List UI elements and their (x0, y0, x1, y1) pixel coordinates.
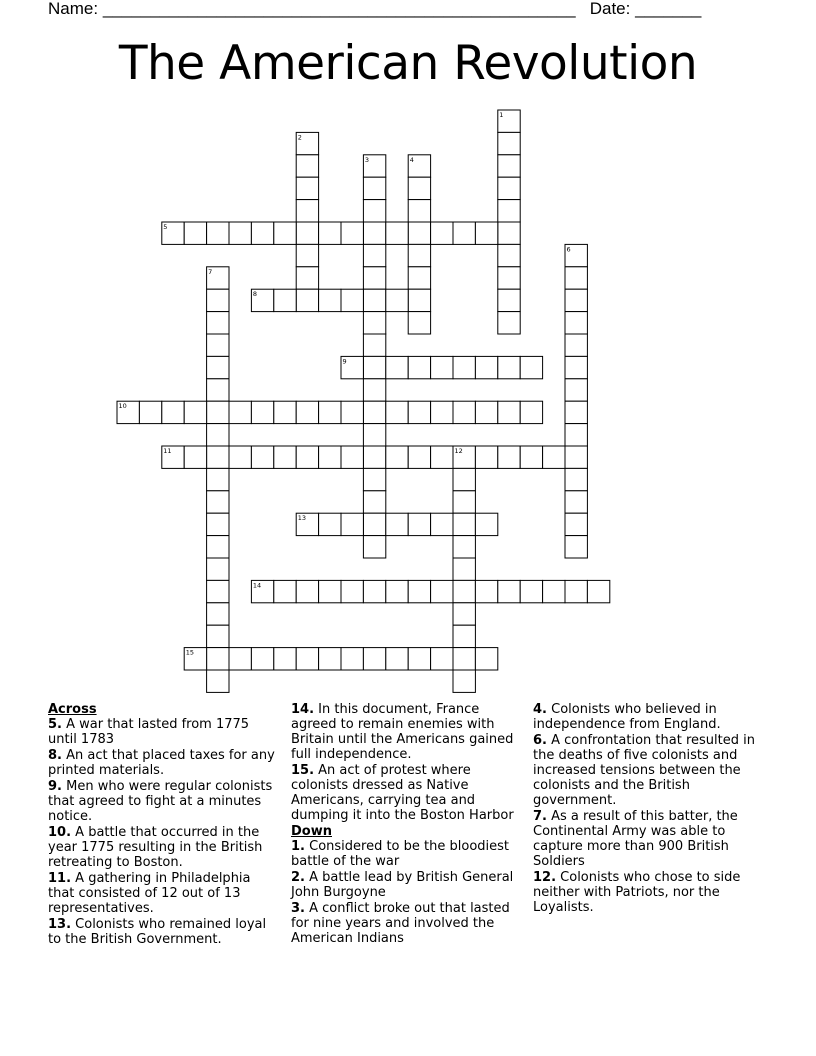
grid-cell[interactable] (565, 379, 587, 401)
cell-number: 15 (185, 648, 194, 657)
grid-cell[interactable] (274, 289, 296, 311)
grid-cell[interactable] (363, 222, 385, 244)
clues-column-2 (291, 702, 526, 947)
cell-number: 3 (364, 155, 370, 164)
grid-cell[interactable] (453, 648, 475, 670)
grid-cell[interactable] (207, 468, 229, 490)
grid-cell[interactable] (207, 312, 229, 334)
grid-cell[interactable] (408, 289, 430, 311)
grid-cell[interactable] (296, 446, 318, 468)
grid-cell[interactable] (408, 580, 430, 602)
cell-number: 10 (118, 402, 127, 411)
clue-text: As a result of this batter, the Continental Army was able to capture more than 900 British Soldiers (533, 809, 738, 869)
grid-cell[interactable] (296, 155, 318, 177)
clue-number: 9. (48, 779, 62, 794)
grid-cell[interactable] (363, 200, 385, 222)
clue-text: An act that placed taxes for any printed materials. (48, 748, 275, 778)
grid-cell[interactable] (453, 513, 475, 535)
clues-column-1 (48, 702, 280, 948)
grid-cell[interactable] (184, 401, 206, 423)
grid-cell[interactable] (184, 222, 206, 244)
grid-cell[interactable] (408, 267, 430, 289)
grid-cell[interactable] (319, 222, 341, 244)
down-header: Down (291, 824, 332, 839)
grid-cell[interactable] (207, 513, 229, 535)
clue-item (533, 870, 773, 915)
clue-number: 3. (291, 901, 305, 916)
grid-cell[interactable] (431, 513, 453, 535)
grid-cell[interactable] (274, 648, 296, 670)
grid-cell[interactable] (408, 513, 430, 535)
grid-cell[interactable] (207, 536, 229, 558)
grid-cell[interactable] (453, 603, 475, 625)
grid-cell[interactable] (453, 491, 475, 513)
clue-number: 7. (533, 809, 547, 824)
grid-cell[interactable] (296, 289, 318, 311)
grid-cell[interactable] (543, 580, 565, 602)
grid-cell[interactable] (363, 289, 385, 311)
clue-text: Colonists who remained loyal to the British Government. (48, 917, 267, 947)
cell-number: 2 (297, 133, 302, 142)
cell-number: 6 (566, 245, 571, 254)
grid-cell[interactable] (386, 356, 408, 378)
grid-cell[interactable] (498, 132, 520, 154)
grid-cell[interactable] (319, 648, 341, 670)
grid-cell[interactable] (207, 580, 229, 602)
clue-text: A battle that occurred in the year 1775 resulting in the British retreating to Boston. (48, 825, 263, 870)
grid-cell[interactable] (498, 356, 520, 378)
grid-cell[interactable] (408, 200, 430, 222)
grid-cell[interactable] (363, 446, 385, 468)
grid-cell[interactable] (408, 446, 430, 468)
clue-item (291, 870, 526, 900)
grid-cell[interactable] (453, 670, 475, 692)
clue-item (48, 717, 280, 747)
grid-cell[interactable] (431, 648, 453, 670)
grid-cell[interactable] (296, 267, 318, 289)
grid-cell[interactable] (274, 222, 296, 244)
grid-cell[interactable] (475, 446, 497, 468)
grid-cell[interactable] (363, 312, 385, 334)
grid-cell[interactable] (296, 177, 318, 199)
clue-item (291, 702, 526, 762)
grid-cell[interactable] (363, 491, 385, 513)
clue-item (48, 779, 280, 824)
grid-cell[interactable] (251, 446, 273, 468)
grid-cell[interactable] (207, 289, 229, 311)
grid-cell[interactable] (207, 334, 229, 356)
grid-cell[interactable] (207, 401, 229, 423)
clue-item (291, 901, 526, 946)
clue-text: A gathering in Philadelphia that consisted of 12 out of 13 representatives. (48, 871, 251, 916)
grid-cell[interactable] (565, 334, 587, 356)
clue-number: 12. (533, 870, 557, 885)
clue-text: Men who were regular colonists that agreed to fight at a minutes notice. (48, 779, 273, 824)
grid-cell[interactable] (498, 289, 520, 311)
grid-cell[interactable] (498, 446, 520, 468)
clue-number: 10. (48, 825, 72, 840)
clue-text: Considered to be the bloodiest battle of the war (291, 839, 509, 869)
grid-cell[interactable] (408, 401, 430, 423)
grid-cell[interactable] (274, 446, 296, 468)
grid-cell[interactable] (498, 244, 520, 266)
clue-text: A conflict broke out that lasted for nine years and involved the American Indians (291, 901, 510, 946)
grid-cell[interactable] (341, 289, 363, 311)
grid-cell[interactable] (408, 177, 430, 199)
grid-cell[interactable] (363, 244, 385, 266)
grid-cell[interactable] (341, 513, 363, 535)
grid-cell[interactable] (565, 289, 587, 311)
grid-cell[interactable] (498, 200, 520, 222)
name-label: Name: (48, 0, 99, 18)
cell-number: 12 (454, 447, 463, 455)
grid-cell[interactable] (319, 580, 341, 602)
cell-number: 1 (499, 111, 504, 119)
grid-cell[interactable] (319, 446, 341, 468)
grid-cell[interactable] (207, 558, 229, 580)
grid-cell[interactable] (251, 648, 273, 670)
clue-number: 14. (291, 702, 315, 717)
cell-number: 11 (163, 447, 172, 455)
grid-cell[interactable] (475, 580, 497, 602)
cell-number: 8 (252, 290, 258, 299)
grid-cell[interactable] (453, 222, 475, 244)
grid-cell[interactable] (319, 289, 341, 311)
grid-cell[interactable] (498, 155, 520, 177)
cell-number: 5 (163, 223, 168, 231)
grid-cell[interactable] (296, 580, 318, 602)
clue-text: A confrontation that resulted in the deaths of five colonists and increased tensions between the colonists and the British government. (533, 733, 755, 808)
grid-cell[interactable] (453, 468, 475, 490)
clue-text: Colonists who believed in independence from England. (533, 702, 721, 732)
grid-cell[interactable] (207, 222, 229, 244)
cell-number: 9 (342, 357, 347, 366)
grid-cell[interactable] (565, 356, 587, 378)
grid-cell[interactable] (296, 244, 318, 266)
grid-cell[interactable] (475, 401, 497, 423)
grid-cell[interactable] (207, 356, 229, 378)
clue-number: 2. (291, 870, 305, 885)
grid-cell[interactable] (363, 267, 385, 289)
clue-item (48, 871, 280, 916)
grid-cell[interactable] (274, 401, 296, 423)
grid-cell[interactable] (207, 670, 229, 692)
name-blank[interactable]: __________________________________________________ (102, 0, 576, 18)
grid-cell[interactable] (408, 222, 430, 244)
grid-cell[interactable] (363, 536, 385, 558)
grid-cell[interactable] (319, 401, 341, 423)
grid-cell[interactable] (229, 648, 251, 670)
grid-cell[interactable] (229, 446, 251, 468)
grid-cell[interactable] (565, 468, 587, 490)
clue-item (533, 702, 773, 732)
grid-cell[interactable] (184, 446, 206, 468)
grid-cell[interactable] (520, 401, 542, 423)
grid-cell[interactable] (207, 424, 229, 446)
grid-cell[interactable] (498, 177, 520, 199)
grid-cell[interactable] (363, 401, 385, 423)
grid-cell[interactable] (498, 222, 520, 244)
grid-cell[interactable] (229, 401, 251, 423)
grid-cell[interactable] (475, 648, 497, 670)
grid-cell[interactable] (386, 648, 408, 670)
clue-text: Colonists who chose to side neither with Patriots, nor the Loyalists. (533, 870, 741, 915)
grid-cell[interactable] (386, 401, 408, 423)
clue-number: 1. (291, 839, 305, 854)
grid-cell[interactable] (363, 177, 385, 199)
grid-cell[interactable] (453, 401, 475, 423)
clue-text: An act of protest where colonists dressed as Native Americans, carrying tea and dumping it into the Boston Harbor (291, 763, 514, 823)
clue-item (291, 763, 526, 823)
grid-cell[interactable] (520, 356, 542, 378)
grid-cell[interactable] (520, 446, 542, 468)
grid-cell[interactable] (296, 648, 318, 670)
clue-number: 15. (291, 763, 315, 778)
clue-text: A war that lasted from 1775 until 1783 (48, 717, 250, 747)
grid-cell[interactable] (363, 648, 385, 670)
grid-cell[interactable] (341, 401, 363, 423)
grid-cell[interactable] (431, 446, 453, 468)
grid-cell[interactable] (274, 580, 296, 602)
grid-cell[interactable] (363, 424, 385, 446)
grid-cell[interactable] (341, 446, 363, 468)
grid-cell[interactable] (341, 648, 363, 670)
grid-cell[interactable] (341, 222, 363, 244)
clue-item (291, 839, 526, 869)
grid-cell[interactable] (431, 222, 453, 244)
grid-cell[interactable] (565, 267, 587, 289)
grid-cell[interactable] (363, 334, 385, 356)
grid-cell[interactable] (207, 648, 229, 670)
grid-cell[interactable] (207, 446, 229, 468)
grid-cell[interactable] (386, 289, 408, 311)
grid-cell[interactable] (520, 580, 542, 602)
grid-cell[interactable] (453, 580, 475, 602)
grid-cell[interactable] (363, 468, 385, 490)
grid-cell[interactable] (162, 401, 184, 423)
cell-number: 7 (208, 267, 213, 276)
grid-cell[interactable] (251, 222, 273, 244)
clue-number: 6. (533, 733, 547, 748)
clue-item (533, 733, 773, 808)
grid-cell[interactable] (565, 401, 587, 423)
grid-cell[interactable] (565, 446, 587, 468)
clue-number: 8. (48, 748, 62, 763)
grid-cell[interactable] (543, 446, 565, 468)
grid-cell[interactable] (207, 379, 229, 401)
clue-item (48, 917, 280, 947)
clue-number: 5. (48, 717, 62, 732)
grid-cell[interactable] (587, 580, 609, 602)
grid-cell[interactable] (565, 424, 587, 446)
clue-text: In this document, France agreed to remain enemies with Britain until the Americans gained full independence. (291, 702, 514, 762)
clue-item (48, 825, 280, 870)
grid-cell[interactable] (296, 200, 318, 222)
grid-cell[interactable] (453, 558, 475, 580)
clue-number: 11. (48, 871, 72, 886)
clues-column-3 (533, 702, 773, 916)
cell-number: 14 (252, 581, 262, 590)
clue-item (48, 748, 280, 778)
grid-cell[interactable] (408, 356, 430, 378)
grid-cell[interactable] (431, 580, 453, 602)
cell-number: 13 (297, 514, 306, 523)
grid-cell[interactable] (341, 580, 363, 602)
grid-cell[interactable] (408, 244, 430, 266)
grid-cell[interactable] (207, 625, 229, 647)
across-header: Across (48, 702, 97, 717)
grid-cell[interactable] (363, 513, 385, 535)
grid-cell[interactable] (565, 312, 587, 334)
grid-cell[interactable] (363, 580, 385, 602)
grid-cell[interactable] (207, 603, 229, 625)
grid-cell[interactable] (207, 491, 229, 513)
puzzle-title: The American Revolution (118, 36, 698, 91)
grid-cell[interactable] (139, 401, 161, 423)
clue-number: 4. (533, 702, 547, 717)
grid-cell[interactable] (498, 267, 520, 289)
grid-cell[interactable] (363, 356, 385, 378)
grid-cell[interactable] (498, 580, 520, 602)
grid-cell[interactable] (475, 222, 497, 244)
grid-cell[interactable] (296, 222, 318, 244)
grid-cell[interactable] (386, 513, 408, 535)
date-label: Date: (589, 0, 631, 18)
grid-cell[interactable] (453, 356, 475, 378)
grid-cell[interactable] (431, 356, 453, 378)
clue-item (533, 809, 773, 869)
grid-cell[interactable] (565, 580, 587, 602)
grid-cell[interactable] (386, 580, 408, 602)
clue-number: 13. (48, 917, 72, 932)
grid-cell[interactable] (408, 312, 430, 334)
grid-cell[interactable] (565, 513, 587, 535)
date-blank[interactable]: _______ (635, 0, 702, 18)
grid-cell[interactable] (363, 379, 385, 401)
cell-number: 4 (409, 155, 414, 164)
grid-cell[interactable] (386, 222, 408, 244)
grid-cell[interactable] (386, 446, 408, 468)
grid-cell[interactable] (475, 513, 497, 535)
grid-cell[interactable] (475, 356, 497, 378)
grid-cell[interactable] (498, 312, 520, 334)
grid-cell[interactable] (498, 401, 520, 423)
grid-cell[interactable] (453, 625, 475, 647)
grid-cell[interactable] (229, 222, 251, 244)
grid-cell[interactable] (319, 513, 341, 535)
grid-cell[interactable] (296, 401, 318, 423)
clue-text: A battle lead by British General John Burgoyne (291, 870, 514, 900)
grid-cell[interactable] (431, 401, 453, 423)
grid-cell[interactable] (251, 401, 273, 423)
grid-cell[interactable] (565, 491, 587, 513)
grid-cell[interactable] (565, 536, 587, 558)
grid-cell[interactable] (453, 536, 475, 558)
grid-cell[interactable] (408, 648, 430, 670)
